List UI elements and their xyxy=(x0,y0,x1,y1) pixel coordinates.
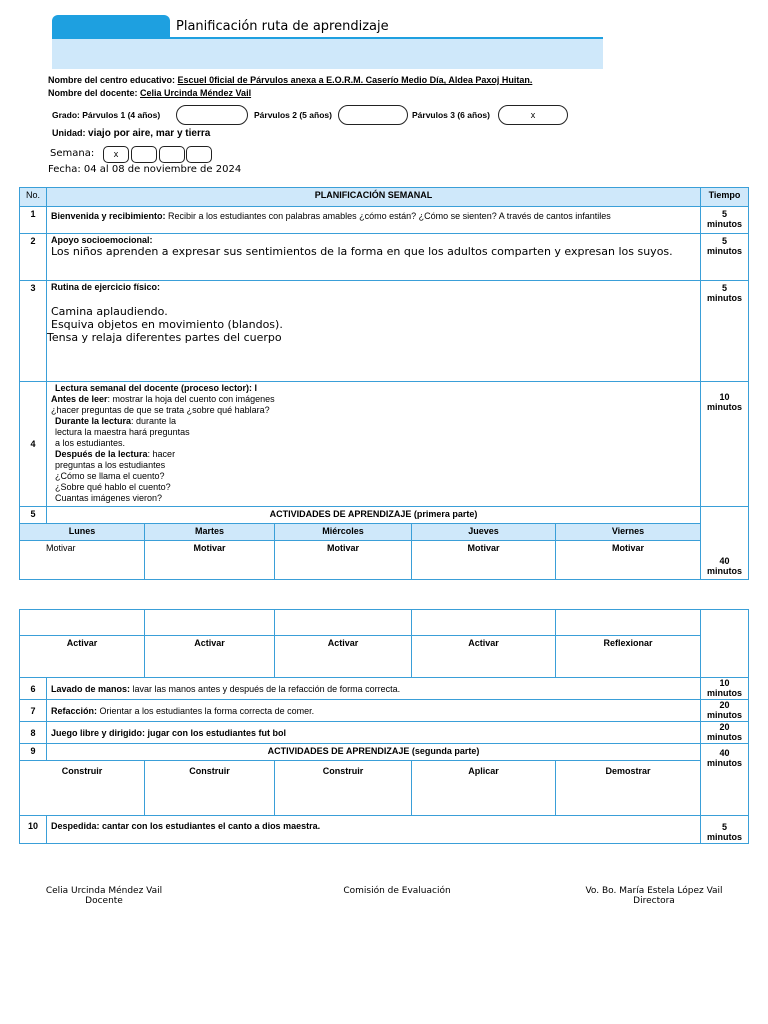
row-title: Apoyo socioemocional: xyxy=(51,235,153,245)
grado1-label: Grado: Párvulos 1 (4 años) xyxy=(52,110,161,120)
docente-name: Celia Urcinda Méndez Vail xyxy=(45,886,163,896)
row-time: 5 minutos xyxy=(701,234,749,281)
semana-box-1[interactable]: x xyxy=(103,146,129,163)
day-jueves: Jueves xyxy=(412,524,556,541)
activar-jueves: Activar xyxy=(412,636,556,678)
semana-label: Semana: xyxy=(50,148,95,159)
despues-lectura: Después de la lectura: hacer preguntas a los estudiantes ¿Cómo se llama el cuento? ¿Sobre qué hablo el cuento? Cuantas imágenes vieron? xyxy=(55,449,176,503)
day-viernes: Viernes xyxy=(556,524,701,541)
centro-value: Escuel 0ficial de Párvulos anexa a E.O.R.M. Caserío Medio Día, Aldea Paxoj Huitan. xyxy=(177,75,533,85)
construir-martes: Construir xyxy=(145,761,275,816)
row-content: Despedida: cantar con los estudiantes el canto a dios maestra. xyxy=(47,816,701,844)
row-no: 8 xyxy=(20,722,47,744)
semana-box-2[interactable] xyxy=(131,146,157,163)
table-row xyxy=(20,207,749,234)
antes-de-leer: Antes de leer: mostrar la hoja del cuento con imágenes ¿hacer preguntas de que se trata ¿sobre qué hablara? xyxy=(51,394,275,415)
reflexionar-viernes: Reflexionar xyxy=(556,636,701,678)
unidad-value: viajo por aire, mar y tierra xyxy=(88,128,211,139)
directora-name: Vo. Bo. María Estela López Vail xyxy=(585,886,723,896)
col-tiempo-header: Tiempo xyxy=(701,188,749,207)
construir-lunes: Construir xyxy=(20,761,145,816)
activar-lunes: Activar xyxy=(20,636,145,678)
row-content: Refacción: Orientar a los estudiantes la forma correcta de comer. xyxy=(47,700,701,722)
row-time: 5 minutos xyxy=(701,207,749,234)
grado3-checkbox[interactable]: x xyxy=(498,105,568,125)
exercise-item: Camina aplaudiendo. xyxy=(51,305,168,318)
unidad-label: Unidad: xyxy=(52,128,86,138)
signature-directora xyxy=(568,886,740,906)
comision-label: Comisión de Evaluación xyxy=(343,886,451,896)
motivar-jueves: Motivar xyxy=(412,541,556,580)
row-content xyxy=(47,234,701,281)
row-content xyxy=(47,207,701,234)
row-text: Recibir a los estudiantes con palabras amables ¿cómo están? ¿Cómo se sienten? A través de cantos infantiles xyxy=(165,211,611,221)
docente-line xyxy=(48,88,251,98)
planificacion-table-2 xyxy=(19,609,749,844)
row-time: 10 minutos xyxy=(701,678,749,700)
header-banner xyxy=(52,39,603,69)
centro-label: Nombre del centro educativo: xyxy=(48,75,176,85)
table-row xyxy=(20,722,749,744)
docente-label: Nombre del docente: xyxy=(48,88,138,98)
docente-role: Docente xyxy=(85,896,123,906)
act2-title: ACTIVIDADES DE APRENDIZAJE (segunda parte) xyxy=(47,744,701,761)
grado2-label: Párvulos 2 (5 años) xyxy=(254,110,332,120)
grado3-label: Párvulos 3 (6 años) xyxy=(412,110,490,120)
act1-title: ACTIVIDADES DE APRENDIZAJE (primera parte) xyxy=(47,507,701,524)
row-content: Lavado de manos: lavar las manos antes y después de la refacción de forma correcta. xyxy=(47,678,701,700)
row-no: 2 xyxy=(20,234,47,281)
planificacion-table xyxy=(19,187,749,580)
act1-time: 40 minutos xyxy=(701,507,749,580)
durante-lectura: Durante la lectura: durante la lectura la maestra hará preguntas a los estudiantes. xyxy=(55,416,190,448)
centro-line xyxy=(48,75,532,85)
motivar-lunes: Motivar xyxy=(20,541,145,580)
row-time: 5 minutos xyxy=(701,281,749,382)
row-no: 3 xyxy=(20,281,47,382)
table-row xyxy=(20,382,749,507)
col-no-header: No. xyxy=(20,188,47,207)
row-no: 9 xyxy=(20,744,47,761)
row-time: 20 minutos xyxy=(701,722,749,744)
row-content xyxy=(47,281,701,382)
aplicar-jueves: Aplicar xyxy=(412,761,556,816)
table-row xyxy=(20,234,749,281)
row-time: 5 minutos xyxy=(701,816,749,844)
exercise-item: Tensa y relaja diferentes partes del cuerpo xyxy=(47,331,282,344)
row-time: 10 minutos xyxy=(701,382,749,507)
row-title: Rutina de ejercicio físico: xyxy=(51,282,161,292)
unidad-line xyxy=(52,128,210,139)
table-row xyxy=(20,816,749,844)
row-no: 10 xyxy=(20,816,47,844)
day-miercoles: Miércoles xyxy=(275,524,412,541)
table-row xyxy=(20,678,749,700)
motivar-miercoles: Motivar xyxy=(275,541,412,580)
row-no: 5 xyxy=(20,507,47,524)
demostrar-viernes: Demostrar xyxy=(556,761,701,816)
row-content: Juego libre y dirigido: jugar con los estudiantes fut bol xyxy=(47,722,701,744)
page-title: Planificación ruta de aprendizaje xyxy=(176,19,389,34)
activar-martes: Activar xyxy=(145,636,275,678)
day-lunes: Lunes xyxy=(20,524,145,541)
exercise-item: Esquiva objetos en movimiento (blandos). xyxy=(51,318,283,331)
motivar-viernes: Motivar xyxy=(556,541,701,580)
row-title: Lectura semanal del docente (proceso lector): l xyxy=(55,383,258,393)
row-time: 20 minutos xyxy=(701,700,749,722)
day-martes: Martes xyxy=(145,524,275,541)
docente-value: Celia Urcinda Méndez Vail xyxy=(140,88,252,98)
act2-time: 40 minutos xyxy=(701,744,749,816)
row-content xyxy=(47,382,701,507)
row-text: Los niños aprenden a expresar sus sentimientos de la forma en que los adultos comparten y expresan los suyos. xyxy=(51,245,673,258)
semana-box-3[interactable] xyxy=(159,146,185,163)
row-no: 7 xyxy=(20,700,47,722)
construir-miercoles: Construir xyxy=(275,761,412,816)
title-tab xyxy=(52,15,170,39)
row-no: 6 xyxy=(20,678,47,700)
fecha: Fecha: 04 al 08 de noviembre de 2024 xyxy=(48,164,242,175)
signature-comision xyxy=(330,886,464,896)
row-no: 4 xyxy=(20,382,47,507)
row-no: 1 xyxy=(20,207,47,234)
directora-role: Directora xyxy=(633,896,675,906)
semana-box-4[interactable] xyxy=(186,146,212,163)
table-row xyxy=(20,700,749,722)
grado2-checkbox[interactable] xyxy=(338,105,408,125)
col-plan-header: PLANIFICACIÓN SEMANAL xyxy=(47,188,701,207)
signature-docente xyxy=(40,886,168,906)
motivar-martes: Motivar xyxy=(145,541,275,580)
table-row xyxy=(20,281,749,382)
activar-miercoles: Activar xyxy=(275,636,412,678)
row-title: Bienvenida y recibimiento: xyxy=(51,211,166,221)
grado1-checkbox[interactable] xyxy=(176,105,248,125)
